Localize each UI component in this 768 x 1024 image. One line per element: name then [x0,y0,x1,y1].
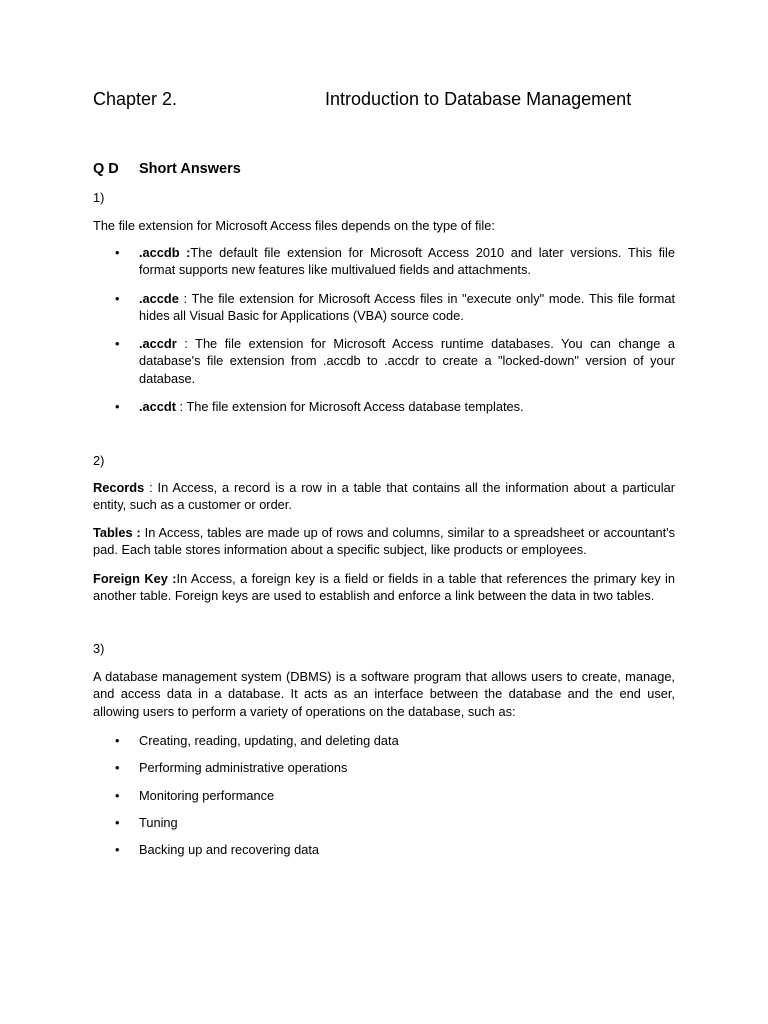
term-separator: : [179,245,191,260]
term-description: The file extension for Microsoft Access runtime databases. You can change a database's file extension from .accdb to .accdr to create a "locked-down" version of your database. [139,336,675,386]
bullet-glyph: • [115,291,120,306]
list-item [139,244,675,279]
list-item: Backing up and recovering data [139,842,319,857]
list-item [139,290,675,325]
question-intro: The file extension for Microsoft Access files depends on the type of file: [93,218,495,233]
term-description: In Access, tables are made up of rows and columns, similar to a spreadsheet or accountant's pad. Each table stores information about a specific subject, like products or employees. [93,525,675,558]
term-separator: : [144,480,158,495]
question-number: 3) [93,641,105,656]
definition-paragraph [93,570,675,605]
bullet-glyph: • [115,733,120,748]
chapter-heading [93,88,675,110]
bullet-glyph: • [115,788,120,803]
question-intro: A database management system (DBMS) is a software program that allows users to create, manage, and access data in a database. It acts as an interface between the database and the end user, allowing users to perform a variety of operations on the database, such as: [93,669,675,719]
term-label: .accdr [139,336,177,351]
list-item: Tuning [139,815,178,830]
list-item: Creating, reading, updating, and deleting data [139,733,399,748]
question-number: 2) [93,453,105,468]
bullet-glyph: • [115,336,120,351]
term-label: Foreign Key : [93,571,177,586]
definition-paragraph [93,524,675,559]
term-separator: : [176,336,196,351]
list-item: Performing administrative operations [139,760,348,775]
bullet-glyph: • [115,815,120,830]
term-label: .accdb [139,245,180,260]
bullet-glyph: • [115,842,120,857]
chapter-label: Chapter 2. [93,89,178,109]
term-description: The default file extension for Microsoft Access 2010 and later versions. This file format supports new features like multivalued fields and attachments. [139,245,675,278]
term-description: The file extension for Microsoft Access database templates. [186,399,524,414]
section-title: Short Answers [139,161,241,177]
term-label: .accdt [139,399,176,414]
term-label: Tables : [93,525,141,540]
bullet-glyph: • [115,760,120,775]
term-separator: : [176,399,187,414]
section-heading [93,160,241,178]
bullet-glyph: • [115,245,120,260]
definition-paragraph [93,479,675,514]
section-prefix: Q D [93,161,119,177]
list-item [139,335,675,387]
term-separator: : [178,291,192,306]
term-label: Records [93,480,145,495]
term-description: The file extension for Microsoft Access files in "execute only" mode. This file format hides all Visual Basic for Applications (VBA) source code. [139,291,676,324]
term-description: In Access, a record is a row in a table that contains all the information about a particular entity, such as a customer or order. [93,480,675,513]
chapter-title: Introduction to Database Management [325,89,632,109]
term-label: .accde [139,291,179,306]
list-item [139,398,675,415]
term-description: In Access, a foreign key is a field or fields in a table that references the primary key in another table. Foreign keys are used to establish and enforce a link between the data in two tables. [93,571,675,604]
list-item: Monitoring performance [139,788,275,803]
bullet-glyph: • [115,399,120,414]
question-number: 1) [93,190,105,205]
